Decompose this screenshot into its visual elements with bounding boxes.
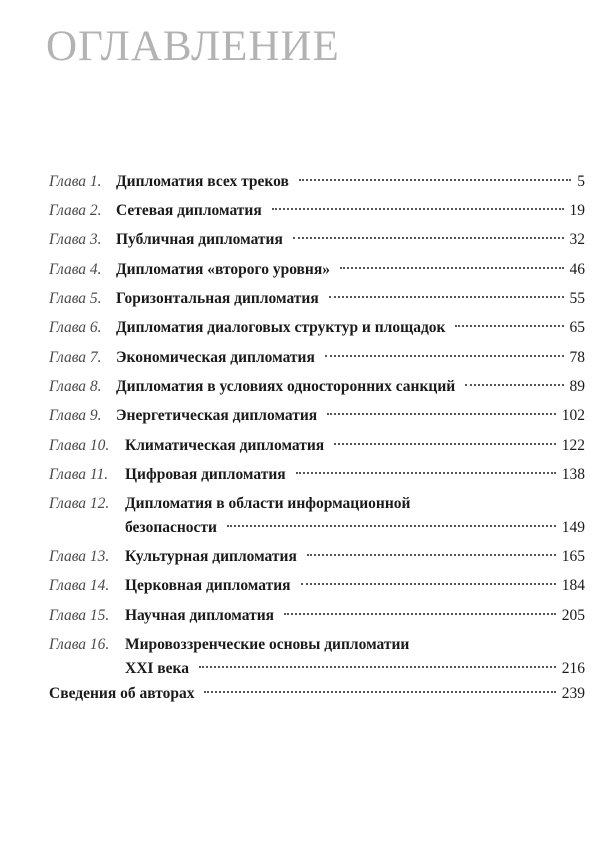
- page-number: 184: [561, 577, 585, 594]
- chapter-title: Климатическая дипломатия: [125, 437, 325, 454]
- dot-leader: [204, 691, 555, 693]
- toc-entry[interactable]: [49, 228, 585, 252]
- chapter-title: Сведения об авторах: [49, 685, 195, 702]
- toc-entry[interactable]: [49, 574, 585, 598]
- toc-entry[interactable]: [49, 682, 585, 706]
- page-number: 89: [569, 378, 585, 395]
- dot-leader: [307, 554, 556, 556]
- page-title: ОГЛАВЛЕНИЕ: [46, 23, 340, 70]
- chapter-number: Глава 12.: [49, 495, 110, 512]
- page-number: 165: [561, 548, 585, 565]
- chapter-title: Публичная дипломатия: [116, 231, 283, 248]
- chapter-title: Дипломатия диалоговых структур и площадок: [116, 319, 446, 336]
- chapter-title: Дипломатия в условиях односторонних санкций: [116, 378, 456, 395]
- chapter-number: Глава 8.: [49, 378, 102, 395]
- chapter-number: Глава 6.: [49, 319, 102, 336]
- toc-entry[interactable]: [49, 545, 585, 569]
- chapter-title-cont: безопасности: [125, 519, 217, 536]
- dot-leader: [296, 472, 556, 474]
- toc-entry[interactable]: [49, 604, 585, 628]
- chapter-number: Глава 3.: [49, 231, 102, 248]
- page-number: 78: [569, 349, 585, 366]
- chapter-number: Глава 2.: [49, 202, 102, 219]
- chapter-title: Сетевая дипломатия: [116, 202, 262, 219]
- page-number: 102: [561, 407, 585, 424]
- dot-leader: [199, 666, 556, 668]
- toc-entry[interactable]: [49, 375, 585, 399]
- dot-leader: [293, 237, 564, 239]
- dot-leader: [340, 267, 564, 269]
- dot-leader: [334, 443, 556, 445]
- chapter-number: Глава 5.: [49, 290, 102, 307]
- chapter-title: Горизонтальная дипломатия: [116, 290, 319, 307]
- dot-leader: [327, 413, 556, 415]
- chapter-title: Дипломатия в области информационной: [125, 495, 411, 512]
- page-number: 205: [561, 607, 585, 624]
- dot-leader: [284, 613, 556, 615]
- dot-leader: [299, 179, 571, 181]
- chapter-number: Глава 15.: [49, 607, 110, 624]
- toc-entry[interactable]: [49, 633, 585, 681]
- page-number: 138: [561, 466, 585, 483]
- chapter-number: Глава 16.: [49, 636, 110, 653]
- page-number: 149: [561, 519, 585, 536]
- toc-entry[interactable]: [49, 346, 585, 370]
- toc-entry[interactable]: [49, 434, 585, 458]
- page-number: 122: [561, 437, 585, 454]
- dot-leader: [465, 384, 563, 386]
- chapter-title-cont: XXI века: [125, 660, 189, 677]
- chapter-title: Мировоззренческие основы дипломатии: [125, 636, 410, 653]
- chapter-number: Глава 13.: [49, 548, 110, 565]
- dot-leader: [329, 296, 564, 298]
- toc-entry[interactable]: [49, 492, 585, 540]
- dot-leader: [227, 525, 556, 527]
- toc-entry[interactable]: [49, 287, 585, 311]
- dot-leader: [301, 583, 556, 585]
- chapter-title: Дипломатия «второго уровня»: [116, 261, 330, 278]
- chapter-number: Глава 9.: [49, 407, 102, 424]
- chapter-number: Глава 1.: [49, 173, 102, 190]
- chapter-title: Церковная дипломатия: [125, 577, 291, 594]
- dot-leader: [325, 355, 564, 357]
- chapter-title: Экономическая дипломатия: [116, 349, 315, 366]
- toc-entry[interactable]: [49, 170, 585, 194]
- page-number: 19: [569, 202, 585, 219]
- page-number: 239: [561, 685, 585, 702]
- page-number: 46: [569, 261, 585, 278]
- chapter-title: Культурная дипломатия: [125, 548, 297, 565]
- chapter-title: Энергетическая дипломатия: [116, 407, 318, 424]
- chapter-number: Глава 14.: [49, 577, 110, 594]
- toc-entry[interactable]: [49, 404, 585, 428]
- chapter-title: Дипломатия всех треков: [116, 173, 289, 190]
- page-number: 32: [569, 231, 585, 248]
- dot-leader: [272, 208, 564, 210]
- chapter-number: Глава 7.: [49, 349, 102, 366]
- chapter-title: Научная дипломатия: [125, 607, 275, 624]
- chapter-number: Глава 4.: [49, 261, 102, 278]
- toc-entry[interactable]: [49, 199, 585, 223]
- chapter-number: Глава 10.: [49, 437, 110, 454]
- page-number: 55: [569, 290, 585, 307]
- page-number: 216: [561, 660, 585, 677]
- toc-entry[interactable]: [49, 316, 585, 340]
- chapter-number: Глава 11.: [49, 466, 109, 483]
- page-number: 5: [577, 173, 585, 190]
- chapter-title: Цифровая дипломатия: [125, 466, 286, 483]
- toc-entry[interactable]: [49, 463, 585, 487]
- page-number: 65: [569, 319, 585, 336]
- toc-entry[interactable]: [49, 258, 585, 282]
- dot-leader: [455, 325, 563, 327]
